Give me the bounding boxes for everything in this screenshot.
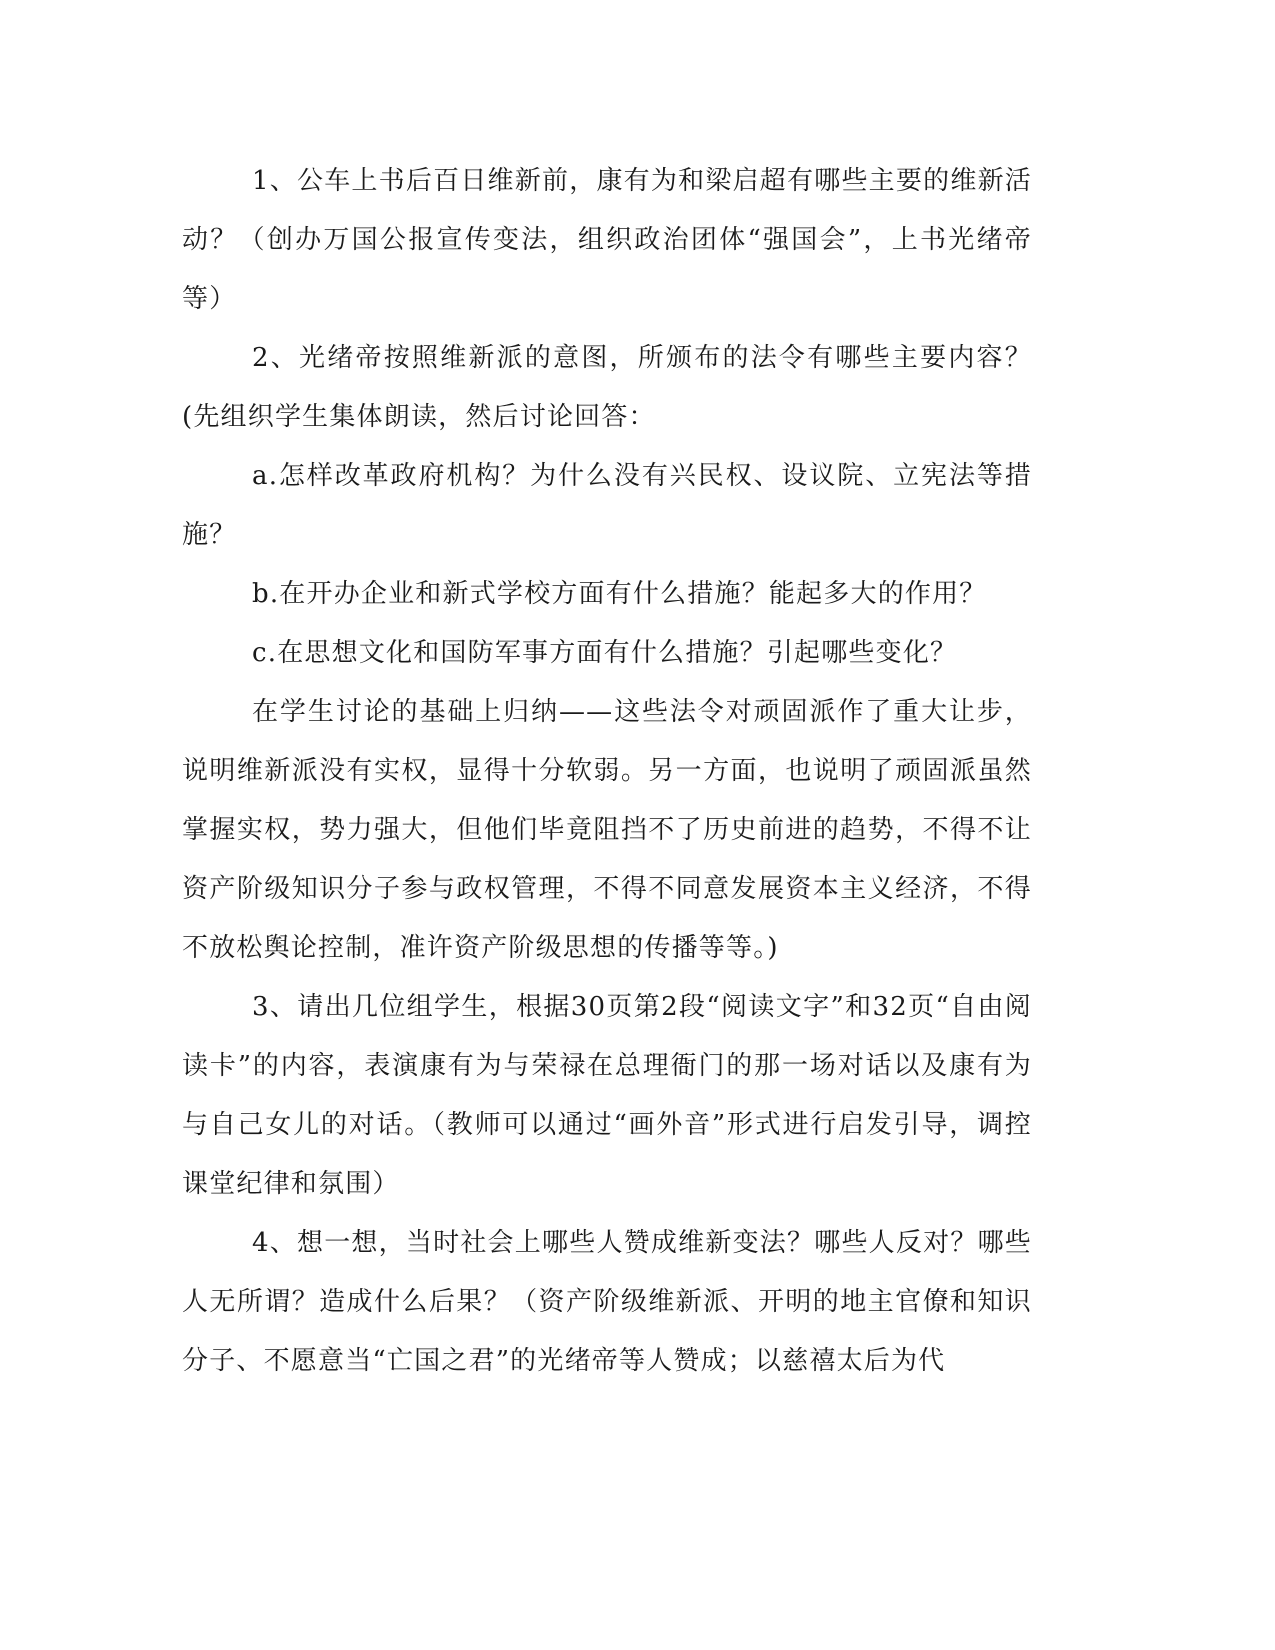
paragraph-2c: c.在思想文化和国防军事方面有什么措施？引起哪些变化？ [252,638,958,668]
document-body [182,152,1032,1391]
paragraph-summary: 在学生讨论的基础上归纳——这些法令对顽固派作了重大让步，说明维新派没有实权，显得十分软弱。另一方面，也说明了顽固派虽然掌握实权，势力强大，但他们毕竟阻挡不了历史前进的趋势，不得不让资产阶级知识分子参与政权管理，不得不同意发展资本主义经济，不得不放松舆论控制，准许资产阶级思想的传播等等。) [182,697,1032,963]
paragraph-2b: b.在开办企业和新式学校方面有什么措施？能起多大的作用？ [252,579,987,609]
paragraph-1: 1、公车上书后百日维新前，康有为和梁启超有哪些主要的维新活动？（创办万国公报宣传变法，组织政治团体“强国会”，上书光绪帝等） [182,166,1032,314]
paragraph-4: 4、想一想，当时社会上哪些人赞成维新变法？哪些人反对？哪些人无所谓？造成什么后果？（资产阶级维新派、开明的地主官僚和知识分子、不愿意当“亡国之君”的光绪帝等人赞成；以慈禧太后为代 [182,1228,1032,1376]
paragraph-3: 3、请出几位组学生，根据30页第2段“阅读文字”和32页“自由阅读卡”的内容，表演康有为与荣禄在总理衙门的那一场对话以及康有为与自己女儿的对话。（教师可以通过“画外音”形式进行启发引导，调控课堂纪律和氛围） [182,992,1032,1199]
paragraph-2: 2、光绪帝按照维新派的意图，所颁布的法令有哪些主要内容？(先组织学生集体朗读，然后讨论回答： [182,343,1032,432]
paragraph-2a: a.怎样改革政府机构？为什么没有兴民权、设议院、立宪法等措施？ [182,461,1032,550]
